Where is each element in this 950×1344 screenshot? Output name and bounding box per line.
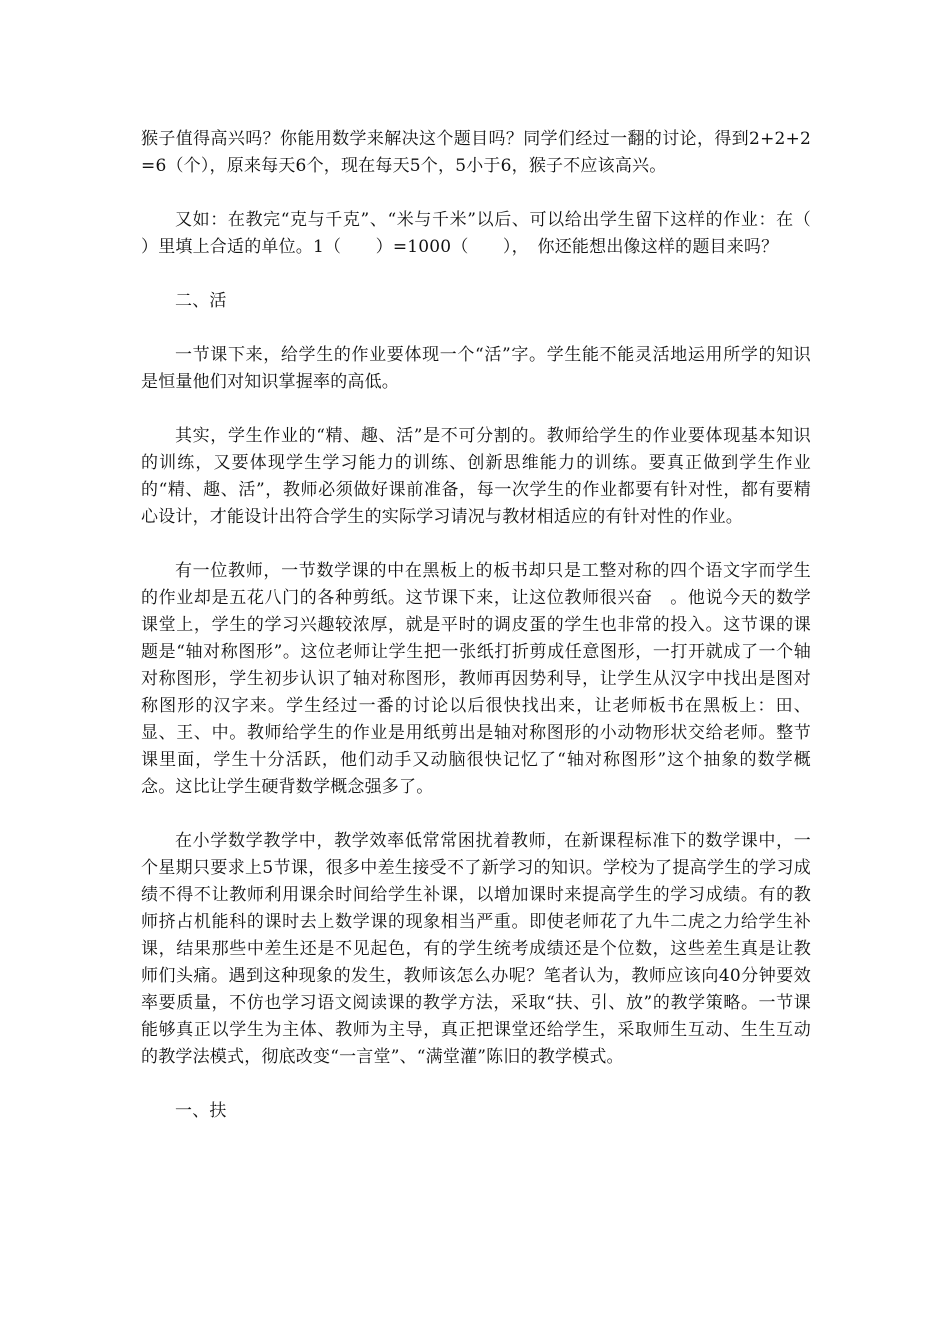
section-heading-fu: 一、扶 [175, 1101, 227, 1121]
paragraph-huo-intro: 一节课下来，给学生的作业要体现一个“活”字。学生能不能灵活地运用所学的知识是恒量他们对知识掌握率的高低。 [141, 345, 811, 392]
paragraph-symmetry-lesson: 有一位教师，一节数学课的中在黑板上的板书却只是工整对称的四个语文字而学生的作业却是五花八门的各种剪纸。这节课下来，让这位教师很兴奋 。他说今天的数学课堂上，学生的学习兴趣较浓厚，就是平时的调皮蛋的学生也非常的投入。这节课的课题是“轴对称图形”。这位老师让学生把一张纸打折剪成任意图形，一打开就成了一个轴对称图形，学生初步认识了轴对称图形，教师再因势利导，让学生从汉字中找出是图对称图形的汉字来。学生经过一番的讨论以后很快找出来，让老师板书在黑板上：田、显、王、中。教师给学生的作业是用纸剪出是轴对称图形的小动物形状交给老师。整节课里面，学生十分活跃，他们动手又动脑很快记忆了“轴对称图形”这个抽象的数学概念。这比让学生硬背数学概念强多了。 [141, 561, 811, 797]
paragraph-monkey-problem: 猴子值得高兴吗？你能用数学来解决这个题目吗？同学们经过一翻的讨论，得到2+2+2=6（个），原来每天6个，现在每天5个，5小于6，猴子不应该高兴。 [141, 129, 811, 176]
paragraph-units-example: 又如：在教完“克与千克”、“米与千米”以后、可以给出学生留下这样的作业：在（ ）里填上合适的单位。1（ ）=1000（ ）， 你还能想出像这样的题目来吗？ [141, 210, 863, 257]
document-body [141, 126, 863, 1152]
paragraph-jing-qu-huo: 其实，学生作业的“精、趣、活”是不可分割的。教师给学生的作业要体现基本知识的训练，又要体现学生学习能力的训练、创新思维能力的训练。要真正做到学生作业的“精、趣、活”，教师必须做好课前准备，每一次学生的作业都要有针对性，都有要精心设计，才能设计出符合学生的实际学习请况与教材相适应的有针对性的作业。 [141, 426, 811, 527]
section-heading-huo: 二、活 [175, 291, 227, 311]
paragraph-teaching-efficiency: 在小学数学教学中，教学效率低常常困扰着教师，在新课程标准下的数学课中，一个星期只要求上5节课，很多中差生接受不了新学习的知识。学校为了提高学生的学习成绩不得不让教师利用课余时间给学生补课，以增加课时来提高学生的学习成绩。有的教师挤占机能科的课时去上数学课的现象相当严重。即使老师花了九牛二虎之力给学生补课，结果那些中差生还是不见起色，有的学生统考成绩还是个位数，这些差生真是让教师们头痛。遇到这种现象的发生，教师该怎么办呢？笔者认为，教师应该向40分钟要效率要质量，不仿也学习语文阅读课的教学方法，采取“扶、引、放”的教学策略。一节课能够真正以学生为主体、教师为主导，真正把课堂还给学生，采取师生互动、生生互动的教学法模式，彻底改变“一言堂”、“满堂灌”陈旧的教学模式。 [141, 831, 811, 1067]
